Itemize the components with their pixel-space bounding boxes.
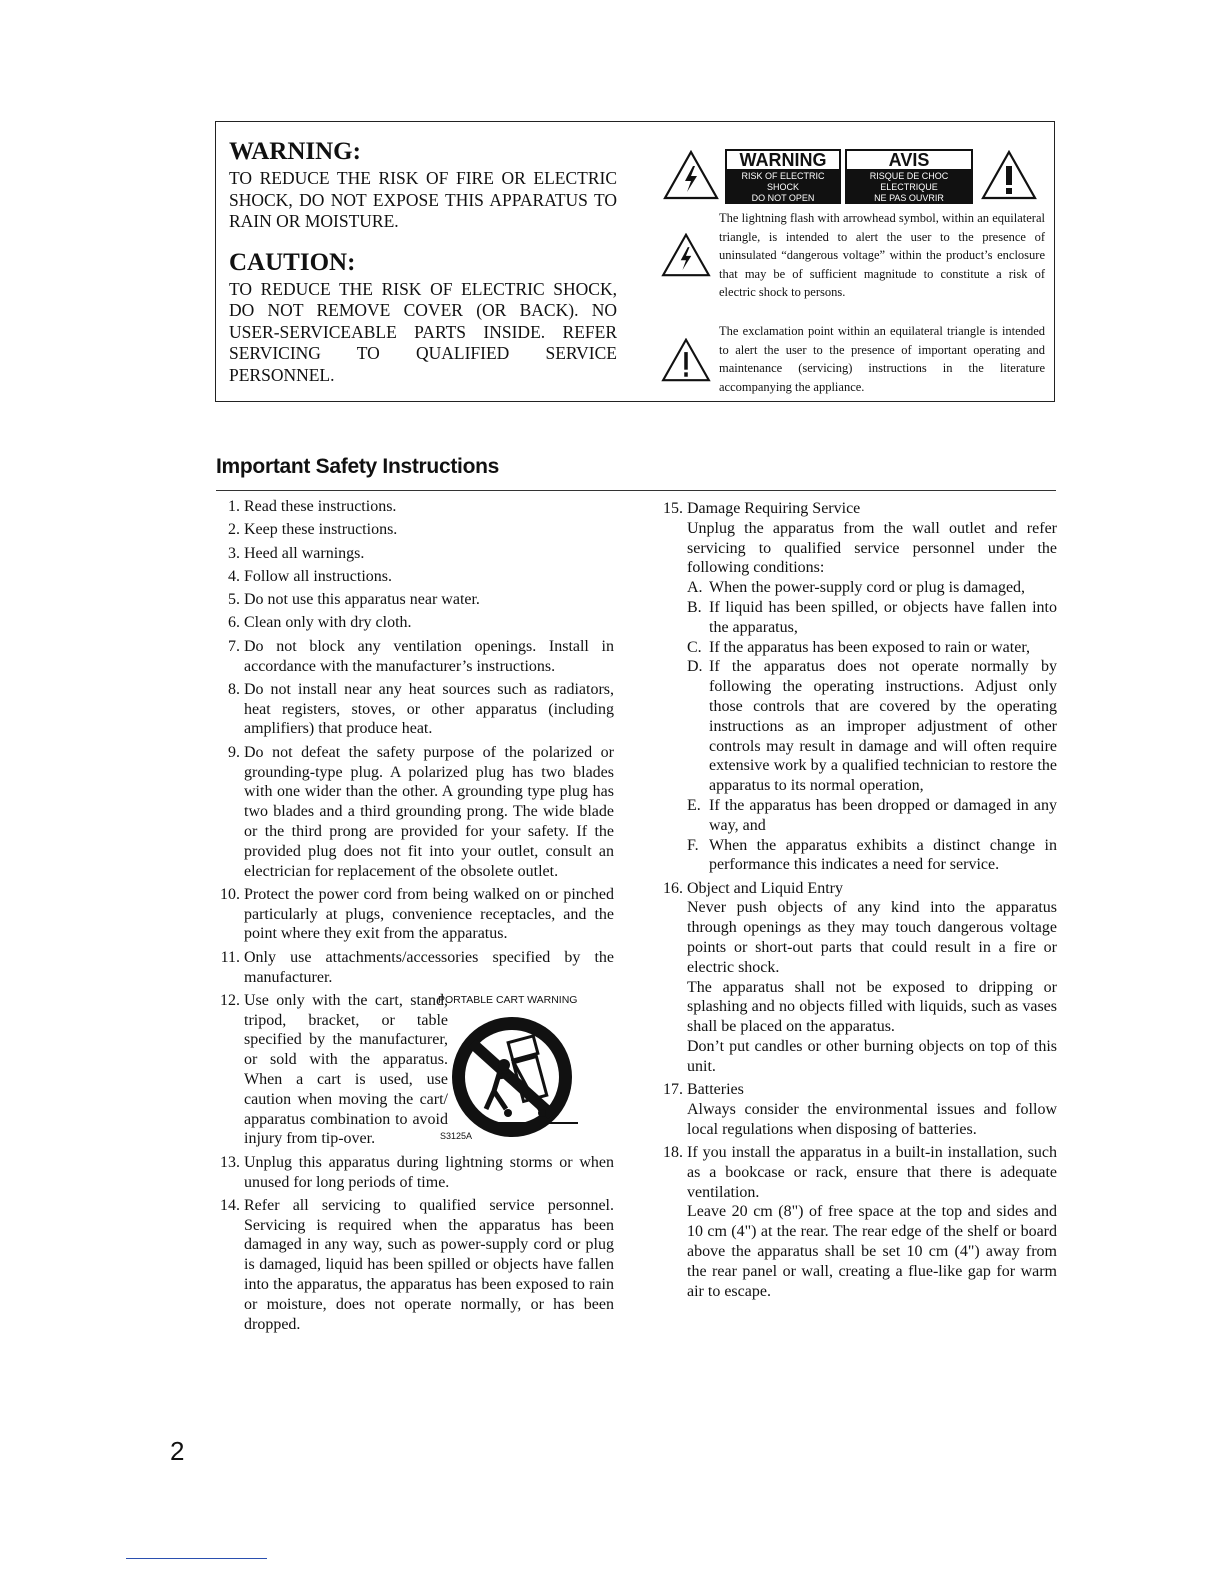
item-text: Always consider the environmental issues and follow local regulations when disposing of batteries. (687, 1100, 1057, 1138)
instruction-item (659, 879, 1057, 1077)
instruction-item (216, 613, 614, 633)
item-text: If you install the apparatus in a built-in installation, such as a bookcase or rack, ensure that there is adequate ventilation. (687, 1144, 1057, 1201)
instruction-item (216, 544, 614, 564)
sub-letter: B. (687, 598, 702, 616)
instruction-item (216, 1196, 614, 1335)
sub-text: If the apparatus has been dropped or damaged in any way, and (709, 796, 1057, 834)
warning-label (725, 149, 841, 203)
caution-title: CAUTION: (229, 248, 356, 276)
instruction-item (659, 1143, 1057, 1301)
lightning-triangle-icon (663, 150, 719, 200)
section-title: Important Safety Instructions (216, 455, 500, 478)
instruction-item (216, 590, 614, 610)
item-number: 16. (663, 879, 683, 897)
item-number: 2. (228, 521, 240, 539)
sub-item (687, 598, 1057, 638)
item-number: 12. (220, 991, 240, 1009)
item-number: 11. (220, 948, 240, 966)
sub-text: If liquid has been spilled, or objects have fallen into the apparatus, (709, 598, 1057, 636)
item-number: 4. (228, 567, 240, 585)
sub-letter: E. (687, 796, 701, 814)
warning-label-title: WARNING (725, 149, 841, 171)
item-text: Do not use this apparatus near water. (244, 591, 480, 609)
item-text: Clean only with dry cloth. (244, 614, 412, 632)
warning-label-sub1: RISK OF ELECTRIC SHOCK (725, 171, 841, 193)
instruction-item (216, 567, 614, 587)
sub-letter: C. (687, 638, 702, 656)
item-number: 5. (228, 591, 240, 609)
footer-line (126, 1558, 267, 1559)
exclamation-triangle-icon (981, 150, 1037, 200)
item-text: Do not defeat the safety purpose of the polarized or grounding-type plug. A polarized plug has two blades with one wider than the other. A grounding type plug has two blades and a third grounding prong. The wide blade or the third prong are provided for your safety. If the provided plug does not fit into your outlet, consult an electrician for replacement of the obsolete outlet. (244, 743, 614, 880)
sub-item (687, 796, 1057, 836)
avis-label-sub1: RISQUE DE CHOC ELECTRIQUE (845, 171, 973, 193)
instruction-item (216, 637, 614, 677)
portable-cart-warning-figure (438, 991, 588, 1141)
item-text: Unplug this apparatus during lightning storms or when unused for long periods of time. (244, 1153, 614, 1191)
item-title: Batteries (687, 1081, 744, 1099)
avis-label-title: AVIS (845, 149, 973, 171)
item-number: 8. (228, 680, 240, 698)
warning-caution-text (229, 138, 617, 386)
item-number: 18. (663, 1144, 683, 1161)
item-text: Don’t put candles or other burning objects on top of this unit. (687, 1038, 1057, 1075)
page-number: 2 (170, 1436, 185, 1466)
avis-label (845, 149, 973, 203)
item-title: Damage Requiring Service (687, 500, 861, 517)
exclamation-symbol-explanation (661, 322, 1046, 402)
sub-item (687, 578, 1057, 598)
item-title: Object and Liquid Entry (687, 879, 843, 897)
item-text: Only use attachments/accessories specified by the manufacturer. (244, 948, 614, 986)
warning-label-row (663, 146, 1043, 206)
item-text: Heed all warnings. (244, 544, 365, 562)
item-text: Follow all instructions. (244, 567, 392, 585)
sub-text: When the power-supply cord or plug is damaged, (709, 579, 1026, 597)
sub-letter: F. (687, 836, 699, 854)
item-text: Unplug the apparatus from the wall outlet and refer servicing to qualified service personnel under the following conditions: (687, 519, 1057, 577)
exclamation-text: The exclamation point within an equilateral triangle is intended to alert the user to the presence of important operating and maintenance (servicing) instructions in the literature accompanying the appliance. (719, 324, 1045, 394)
warning-label-sub2: DO NOT OPEN (725, 193, 841, 204)
sub-letter: A. (687, 579, 703, 597)
sub-letter: D. (687, 658, 703, 676)
instruction-item (216, 1153, 614, 1193)
item-text: Refer all servicing to qualified service personnel. Servicing is required when the apparatus has been damaged in any way, such as power-supply cord or plug is damaged, liquid has been spilled or objects have fallen into the apparatus, the apparatus has been exposed to rain or moisture, does not operate normally, or has been dropped. (244, 1196, 614, 1333)
item-number: 1. (228, 498, 240, 515)
lightning-triangle-icon (661, 233, 711, 277)
cart-caption: PORTABLE CART WARNING (438, 993, 578, 1006)
item-text: Do not block any ventilation openings. Install in accordance with the manufacturer’s instructions. (244, 637, 614, 675)
instruction-item (216, 680, 614, 739)
item-text: Use only with the cart, stand, tripod, bracket, or table specified by the manufacturer, or sold with the apparatus. When a cart is used, use caution when moving the cart/ apparatus combination to avoid injury from tip-over. (244, 991, 448, 1148)
warning-text: TO REDUCE THE RISK OF FIRE OR ELECTRIC SHOCK, DO NOT EXPOSE THIS APPARATUS TO RAIN OR MOISTURE. (229, 168, 617, 231)
sub-text: When the apparatus exhibits a distinct change in performance this indicates a need for service. (709, 836, 1057, 874)
section-rule (216, 490, 1056, 491)
lightning-symbol-explanation (661, 209, 1046, 319)
item-text: Read these instructions. (244, 498, 397, 515)
instruction-item (216, 885, 614, 944)
instruction-item-cart (216, 991, 614, 1149)
item-text: Protect the power cord from being walked on or pinched particularly at plugs, convenience receptacles, and the point where they exit from the apparatus. (244, 885, 614, 943)
exclamation-triangle-icon (661, 338, 711, 382)
sub-item (687, 638, 1057, 658)
warning-title: WARNING: (229, 138, 361, 165)
sub-text: If the apparatus does not operate normally by following the operating instructions. Adjust only those controls that are covered by the operating instructions as an improper adjustment of other controls may result in damage and will often require extensive work by a qualified technician to restore the apparatus to its normal operation, (709, 658, 1057, 795)
item-number: 14. (220, 1196, 240, 1214)
item-text: Leave 20 cm (8") of free space at the top and sides and 10 cm (4") at the rear. The rear edge of the shelf or board above the apparatus shall be set 10 cm (4") away from the rear panel or wall, creating a flue-like gap for warm air to escape. (687, 1203, 1057, 1300)
item-number: 13. (220, 1153, 240, 1171)
item-number: 3. (228, 544, 240, 562)
item-number: 10. (220, 885, 240, 903)
item-number: 7. (228, 637, 240, 655)
instruction-item (216, 743, 614, 882)
instructions-left-column (216, 497, 614, 1338)
instruction-item (659, 499, 1057, 875)
instruction-item (216, 948, 614, 988)
item-number: 17. (663, 1081, 683, 1099)
sub-item (687, 836, 1057, 876)
item-text: Do not install near any heat sources such as radiators, heat registers, stoves, or other apparatus (including amplifiers) that produce heat. (244, 680, 614, 738)
item-text: The apparatus shall not be exposed to dripping or splashing and no objects filled with liquids, such as vases shall be placed on the apparatus. (687, 978, 1057, 1036)
item-number: 9. (228, 743, 240, 761)
sub-text: If the apparatus has been exposed to rain or water, (709, 638, 1031, 656)
item-text: Keep these instructions. (244, 521, 398, 539)
portable-cart-icon (448, 1013, 580, 1143)
item-text: Never push objects of any kind into the apparatus through openings as they may touch dangerous voltage points or short-out parts that could result in a fire or electric shock. (687, 899, 1057, 976)
item-number: 6. (228, 614, 240, 632)
caution-text: TO REDUCE THE RISK OF ELECTRIC SHOCK, DO NOT REMOVE COVER (OR BACK). NO USER-SERVICEABLE PARTS INSIDE. REFER SERVICING TO QUALIFIED SERVICE PERSONNEL. (229, 278, 617, 385)
instruction-item (216, 520, 614, 540)
instruction-item (659, 1080, 1057, 1139)
instruction-item (216, 497, 614, 517)
avis-label-sub2: NE PAS OUVRIR (845, 193, 973, 204)
item-number: 15. (663, 500, 683, 517)
instructions-right-column (659, 499, 1057, 1305)
sub-item (687, 657, 1057, 796)
lightning-text: The lightning flash with arrowhead symbol, within an equilateral triangle, is intended to alert the user to the presence of uninsulated “dangerous voltage” within the product’s enclosure that may be of sufficient magnitude to constitute a risk of electric shock to persons. (719, 211, 1045, 299)
cart-code: S3125A (440, 1130, 473, 1141)
warning-box (215, 121, 1055, 402)
